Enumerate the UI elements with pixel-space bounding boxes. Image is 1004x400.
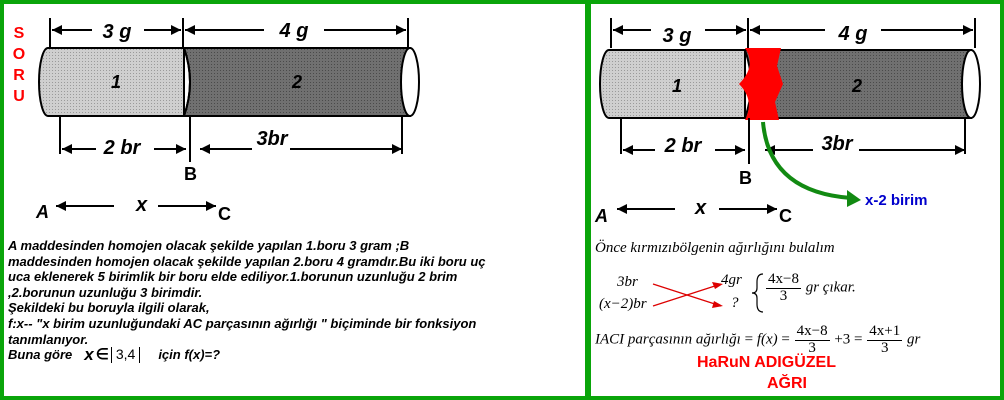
result-suffix: gr çıkar. bbox=[805, 279, 856, 296]
solution-line-1: Önce kırmızıbölgenin ağırlığını bulalım bbox=[595, 240, 835, 256]
problem-line: maddesinden homojen olacak şekilde yapılan 2.boru 4 gramdır.Bu iki boru uç bbox=[8, 253, 486, 269]
result-denominator: 3 bbox=[779, 287, 788, 304]
equation-fraction-2 bbox=[867, 324, 902, 357]
equals-sign: = bbox=[781, 331, 790, 348]
problem-statement bbox=[8, 238, 586, 363]
length2-label: 3br bbox=[256, 128, 288, 150]
equals-sign: = bbox=[744, 331, 754, 348]
brace bbox=[752, 274, 763, 312]
plus-three: +3 = bbox=[834, 331, 863, 348]
unit-label: gr bbox=[906, 331, 921, 348]
question-variable: x bbox=[84, 345, 94, 365]
length2-label: 3br bbox=[821, 133, 853, 155]
x-length-label: x bbox=[136, 194, 148, 216]
result-fraction bbox=[766, 272, 801, 305]
green-arrowhead bbox=[847, 190, 861, 207]
ratio-row1-left: 3br bbox=[617, 274, 638, 290]
ratio-row2-right: ? bbox=[731, 295, 739, 311]
cross-multiply-arrows bbox=[653, 284, 721, 306]
length1-label: 2 br bbox=[103, 137, 141, 159]
tube bbox=[600, 50, 980, 118]
segment2-label: 2 bbox=[851, 76, 863, 96]
mass1-label: 3 g bbox=[662, 25, 692, 47]
question-interval: 3,4 bbox=[111, 347, 140, 363]
soru-letter: S bbox=[13, 25, 25, 42]
soru-letter: O bbox=[12, 46, 26, 63]
x-length-label: x bbox=[695, 197, 707, 219]
question-line bbox=[8, 347, 586, 363]
author-city: AĞRI bbox=[767, 375, 807, 392]
author-name: HaRuN ADIGÜZEL bbox=[697, 354, 836, 371]
point-b-label: B bbox=[739, 168, 752, 188]
equation-fraction-1 bbox=[795, 324, 830, 357]
point-a-label: A bbox=[36, 202, 49, 222]
fraction-numerator: 4x+1 bbox=[869, 323, 901, 339]
problem-line: tanımlanıyor. bbox=[8, 331, 89, 347]
fraction-denominator: 3 bbox=[880, 339, 889, 356]
result-numerator: 4x−8 bbox=[768, 271, 799, 287]
question-suffix: için f(x)=? bbox=[158, 347, 221, 363]
problem-line: uca eklenerek 5 birimlik bir boru elde ediliyor.1.borunun uzunluğu 2 brim bbox=[8, 269, 458, 285]
segment2-label: 2 bbox=[291, 72, 303, 92]
fraction-denominator: 3 bbox=[808, 339, 816, 356]
soru-letter: R bbox=[13, 67, 25, 84]
fraction-numerator: 4x−8 bbox=[796, 323, 828, 339]
red-region-label: x-2 birim bbox=[865, 192, 928, 209]
soru-letter: U bbox=[13, 88, 25, 105]
equation-prefix: IACI parçasının ağırlığı bbox=[595, 331, 741, 348]
segment1-label: 1 bbox=[671, 76, 683, 96]
point-c-label: C bbox=[218, 204, 231, 224]
problem-line: f:x-- "x birim uzunluğundaki AC parçasının ağırlığı " biçiminde bir fonksiyon bbox=[8, 315, 477, 331]
length-dimension-lines bbox=[56, 116, 402, 206]
point-b-label: B bbox=[184, 164, 197, 184]
problem-line: Şekildeki bu boruyla ilgili olarak, bbox=[8, 300, 210, 316]
problem-line: ,2.borunun uzunluğu 3 birimdir. bbox=[8, 284, 203, 300]
tube bbox=[39, 48, 419, 116]
function-symbol: f(x) bbox=[756, 331, 778, 348]
ratio-row2-left: (x−2)br bbox=[599, 296, 647, 312]
mass2-label: 4 g bbox=[279, 20, 309, 42]
point-a-label: A bbox=[595, 206, 608, 226]
red-region-result bbox=[765, 272, 856, 305]
function-equation bbox=[595, 324, 920, 357]
soru-label bbox=[13, 25, 25, 105]
length1-label: 2 br bbox=[664, 135, 702, 157]
point-c-label: C bbox=[779, 206, 792, 226]
solution-panel bbox=[588, 0, 1004, 400]
element-of-symbol: ∈ bbox=[95, 346, 109, 364]
mass1-label: 3 g bbox=[102, 21, 132, 43]
question-prefix: Buna göre bbox=[8, 347, 73, 363]
ratio-row1-right: 4gr bbox=[721, 272, 742, 288]
problem-line: A maddesinden homojen olacak şekilde yapılan 1.boru 3 gram ;B bbox=[8, 238, 410, 253]
mass2-label: 4 g bbox=[838, 23, 868, 45]
segment1-label: 1 bbox=[110, 72, 122, 92]
